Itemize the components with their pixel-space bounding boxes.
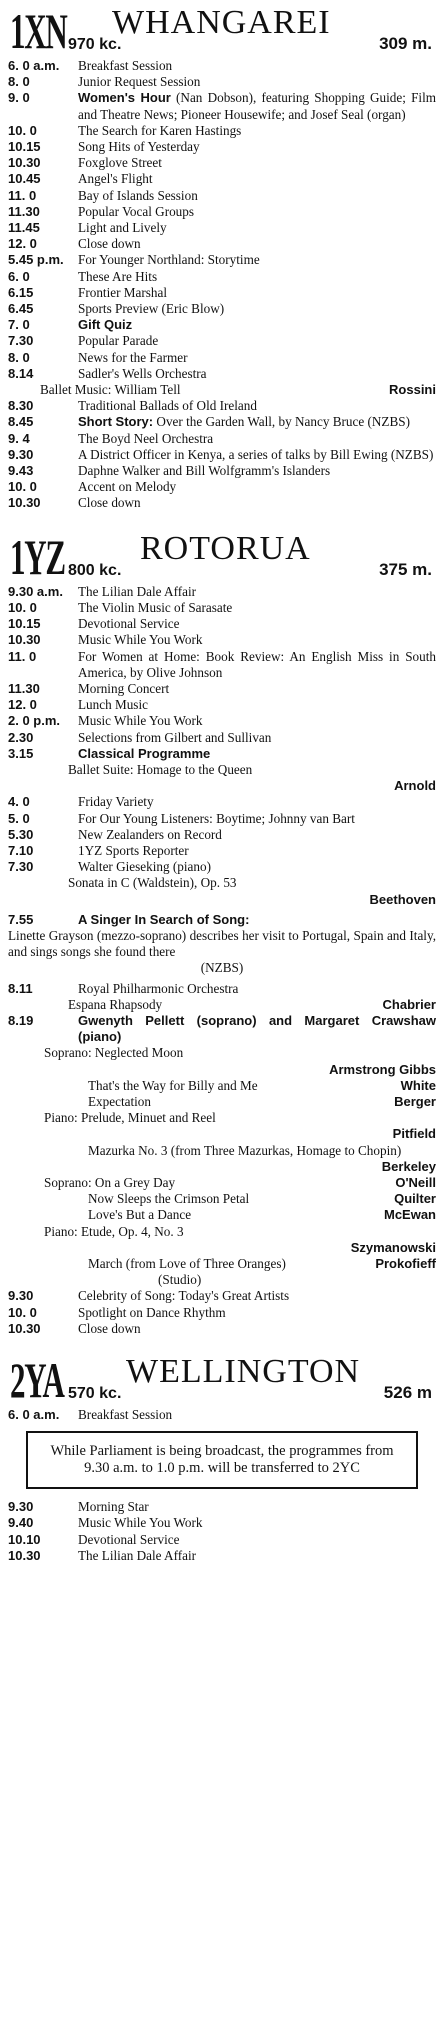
work-title: That's the Way for Billy and Me: [88, 1077, 258, 1093]
programme-title: Music While You Work: [78, 632, 203, 648]
work-title: Love's But a Dance: [88, 1207, 192, 1223]
programme-item: [8, 600, 436, 616]
time: 9.43: [8, 463, 34, 479]
work-title: March (from Love of Three Oranges): [88, 1256, 286, 1272]
programme-title: Close down: [78, 495, 141, 511]
programme-title: Friday Variety: [78, 794, 154, 810]
station-header: [8, 0, 436, 58]
programme-title: [78, 414, 436, 430]
time: 9.30: [8, 1288, 34, 1304]
recital-line: [8, 1272, 436, 1288]
programme-title: Selections from Gilbert and Sullivan: [78, 729, 272, 745]
time: 3.15: [8, 745, 34, 761]
programme-item: [8, 414, 436, 430]
programme-title: Sadler's Wells Orchestra: [78, 365, 207, 381]
programme-list: [8, 1499, 436, 1564]
recital-line: [8, 1207, 436, 1223]
programme-heading: Gwenyth Pellett (soprano) and Margaret Crawshaw (piano): [78, 1012, 436, 1045]
station-wavelength: 526 m: [383, 1383, 432, 1403]
programme-title: Devotional Service: [78, 616, 180, 632]
programme-title: For Women at Home: Book Review: An English Miss in South America, by Olive Johnson: [78, 648, 436, 680]
time: 10.30: [8, 632, 41, 648]
programme-item: [8, 431, 436, 447]
programme-title: New Zealanders on Record: [78, 826, 222, 842]
work-title: Ballet Suite: Homage to the Queen: [68, 761, 253, 777]
time: 5.45 p.m.: [8, 252, 64, 268]
programme-item: [8, 188, 436, 204]
programme-title: Morning Concert: [78, 680, 170, 696]
programme-list: [8, 58, 436, 382]
programme-item: [8, 269, 436, 285]
programme-title: Breakfast Session: [78, 1407, 173, 1423]
time: 10.30: [8, 1320, 41, 1336]
work-title: Soprano: Neglected Moon: [44, 1045, 184, 1061]
programme-item: [8, 90, 436, 122]
programme-title: Frontier Marshal: [78, 284, 167, 300]
composer: Chabrier: [382, 996, 436, 1012]
time: 7.30: [8, 859, 34, 875]
time: 8. 0: [8, 349, 30, 365]
programme-item: [8, 495, 436, 511]
credit: (NZBS): [200, 960, 244, 976]
recital-line: [8, 1078, 436, 1094]
programme-item: [8, 794, 436, 810]
time: 10.30: [8, 155, 41, 171]
recital-line: [8, 1094, 436, 1110]
programme-item: [8, 366, 436, 382]
time: 7. 0: [8, 317, 30, 333]
recital-line: [8, 1126, 436, 1142]
programme-heading: Women's Hour: [78, 90, 171, 106]
programme-detail: Over the Garden Wall, by Nancy Bruce (NZBS): [153, 414, 410, 430]
time: 8.45: [8, 414, 34, 430]
recital-line: [8, 1224, 436, 1240]
programme-title: Close down: [78, 1320, 141, 1336]
recital-line: [8, 1159, 436, 1175]
programme-item: [8, 1499, 436, 1515]
programme-heading: Gift Quiz: [78, 317, 133, 333]
programme-title: Angel's Flight: [78, 171, 153, 187]
station-2ya: [8, 1349, 436, 1564]
time: 12. 0: [8, 236, 37, 252]
composer: Rossini: [389, 382, 436, 398]
programme-item: [8, 713, 436, 729]
time: 7.10: [8, 842, 34, 858]
time: 9.30: [8, 446, 34, 462]
station-wavelength: 375 m.: [379, 559, 432, 579]
station-1xn: [8, 0, 436, 512]
programme-list: [8, 1288, 436, 1337]
programme-item: [8, 1548, 436, 1564]
programme-title: [78, 90, 436, 122]
programme-title: Royal Philharmonic Orchestra: [78, 980, 239, 996]
programme-item: [8, 730, 436, 746]
programme-item: [8, 333, 436, 349]
programme-title: Sports Preview (Eric Blow): [78, 301, 225, 317]
recital-line: [8, 1045, 436, 1061]
programme-list: [8, 398, 436, 511]
programme-title: Bay of Islands Session: [78, 187, 198, 203]
recital-line: [8, 1256, 436, 1272]
time: 9.30 a.m.: [8, 583, 63, 599]
programme-title: For Our Young Listeners: Boytime; Johnny van Bart: [78, 810, 355, 826]
work-title: Soprano: On a Grey Day: [44, 1175, 176, 1190]
programme-title: Music While You Work: [78, 713, 203, 729]
programme-title: Breakfast Session: [78, 58, 173, 73]
time: 8.14: [8, 365, 34, 381]
time: 5.30: [8, 826, 34, 842]
programme-item: [8, 479, 436, 495]
work-title: Ballet Music: William Tell: [40, 382, 181, 398]
programme-item: [8, 139, 436, 155]
time: 11.30: [8, 680, 40, 696]
time: 10.30: [8, 495, 41, 511]
recital-list: [8, 1045, 436, 1288]
programme-title: The Boyd Neel Orchestra: [78, 430, 214, 446]
time: 4. 0: [8, 794, 30, 810]
programme-item: [8, 697, 436, 713]
programme-item: [8, 74, 436, 90]
work-title: Sonata in C (Waldstein), Op. 53: [68, 875, 237, 891]
programme-item: [8, 843, 436, 859]
programme-item: [8, 1532, 436, 1548]
programme-item: [8, 301, 436, 317]
programme-title: Song Hits of Yesterday: [78, 139, 200, 155]
station-header: [8, 1349, 436, 1407]
programme-title: For Younger Northland: Storytime: [78, 252, 260, 268]
time: 7.30: [8, 333, 34, 349]
time: 7.55: [8, 911, 34, 927]
time: 9.40: [8, 1515, 34, 1531]
station-call-sign: 2YA: [10, 1352, 64, 1409]
programme-item: [8, 350, 436, 366]
composer: Armstrong Gibbs: [329, 1061, 436, 1077]
programme-title: Traditional Ballads of Old Ireland: [78, 398, 257, 414]
composer: Prokofieff: [375, 1256, 436, 1272]
time: 6. 0: [8, 268, 30, 284]
programme-item: [8, 746, 436, 762]
programme-title: The Lilian Dale Affair: [78, 1547, 197, 1563]
time: 10. 0: [8, 122, 37, 138]
programme-item: [8, 398, 436, 414]
notice-box: While Parliament is being broadcast, the programmes from 9.30 a.m. to 1.0 p.m. will be transferred to 2YC: [26, 1431, 418, 1489]
programme-title: 1YZ Sports Reporter: [78, 842, 189, 858]
work-title: Now Sleeps the Crimson Petal: [88, 1191, 250, 1207]
work-title: Mazurka No. 3 (from Three Mazurkas, Homage to Chopin): [88, 1142, 402, 1158]
programme-item: [8, 859, 436, 875]
recital-line: [8, 1175, 436, 1191]
programme-item: [8, 171, 436, 187]
station-name: ROTORUA: [140, 529, 311, 567]
programme-page: [8, 0, 436, 1564]
work-title: Espana Rhapsody: [68, 996, 163, 1012]
programme-title: Accent on Melody: [78, 479, 177, 495]
time: 8.11: [8, 980, 33, 996]
programme-item: [8, 811, 436, 827]
composer: Quilter: [394, 1191, 436, 1207]
programme-title: Junior Request Session: [78, 74, 201, 90]
time: 2. 0 p.m.: [8, 713, 61, 729]
work-title: [8, 1062, 88, 1077]
programme-title: The Lilian Dale Affair: [78, 583, 197, 599]
programme-item: [8, 681, 436, 697]
time: 6.15: [8, 284, 34, 300]
composer: Berger: [394, 1093, 436, 1109]
recital-line: [8, 1240, 436, 1256]
programme-item: [8, 981, 436, 997]
time: 10. 0: [8, 479, 37, 495]
time: 9. 4: [8, 430, 30, 446]
programme-title: Daphne Walker and Bill Wolfgramm's Islanders: [78, 463, 331, 479]
programme-item: [8, 632, 436, 648]
programme-item: [8, 285, 436, 301]
programme-item: [8, 220, 436, 236]
programme-item: [8, 1515, 436, 1531]
station-wavelength: 309 m.: [379, 34, 432, 53]
programme-title: The Violin Music of Sarasate: [78, 599, 233, 615]
programme-title: [78, 317, 436, 333]
programme-title: Popular Vocal Groups: [78, 203, 194, 219]
programme-item: [8, 1288, 436, 1304]
time: 9. 0: [8, 90, 30, 106]
station-name: WHANGAREI: [112, 4, 331, 41]
composer: Pitfield: [392, 1126, 436, 1142]
programme-item: [8, 236, 436, 252]
programme-title: Lunch Music: [78, 697, 148, 713]
station-frequency: 970 kc.: [68, 36, 122, 53]
station-frequency: 570 kc.: [68, 1385, 122, 1403]
programme-title: [78, 912, 436, 928]
recital-line: [8, 1143, 436, 1159]
programme-item: [8, 584, 436, 600]
programme-item: [8, 447, 436, 463]
composer: Beethoven: [369, 891, 436, 907]
time: 9.30: [8, 1499, 34, 1515]
programme-title: These Are Hits: [78, 268, 158, 284]
programme-heading: Short Story:: [78, 414, 154, 430]
time: 11. 0: [8, 187, 37, 203]
time: 10.15: [8, 616, 41, 632]
station-name: WELLINGTON: [126, 1353, 361, 1391]
programme-title: Close down: [78, 236, 141, 252]
programme-title: Music While You Work: [78, 1515, 203, 1531]
programme-item: [8, 58, 436, 74]
programme-item: [8, 912, 436, 928]
recital-line: [8, 1110, 436, 1126]
time: 11.45: [8, 220, 40, 236]
time: 6.45: [8, 301, 34, 317]
time: 12. 0: [8, 697, 37, 713]
time: 11.30: [8, 203, 40, 219]
programme-title: Spotlight on Dance Rhythm: [78, 1304, 226, 1320]
station-1yz: [8, 526, 436, 1337]
programme-item: [8, 463, 436, 479]
programme-item: [8, 1407, 436, 1423]
programme-item: [8, 123, 436, 139]
programme-subline: [8, 382, 436, 398]
programme-heading: Classical Programme: [78, 745, 211, 761]
time: 10. 0: [8, 599, 37, 615]
programme-item: [8, 155, 436, 171]
composer: Berkeley: [381, 1158, 436, 1174]
work-title: Piano: Etude, Op. 4, No. 3: [44, 1223, 184, 1239]
programme-title: [78, 1013, 436, 1045]
programme-title: Light and Lively: [78, 220, 167, 236]
station-header: [8, 526, 436, 584]
time: 2.30: [8, 729, 34, 745]
programme-subline: [8, 997, 436, 1013]
composer: O'Neill: [395, 1175, 436, 1190]
work-title: [8, 1126, 88, 1141]
programme-title: Celebrity of Song: Today's Great Artists: [78, 1288, 290, 1304]
programme-item: [8, 1321, 436, 1337]
programme-detail: (Nan Dobson), featuring Shopping Guide; Film and Theatre News; Pioneer Housewife; and Josef Seal (organ): [78, 90, 436, 122]
programme-item: [8, 616, 436, 632]
composer: McEwan: [383, 1207, 436, 1223]
time: 10.10: [8, 1531, 41, 1547]
recital-line: [8, 1191, 436, 1207]
programme-heading: A Singer In Search of Song:: [78, 911, 250, 927]
programme-title: [78, 746, 436, 762]
time: 8.30: [8, 398, 34, 414]
programme-title: News for the Farmer: [78, 349, 188, 365]
programme-title: Walter Gieseking (piano): [78, 859, 211, 875]
recital-line: [8, 1062, 436, 1078]
time: 11. 0: [8, 648, 37, 664]
composer: Arnold: [394, 778, 436, 794]
work-title: [8, 1159, 88, 1174]
programme-title: Devotional Service: [78, 1531, 180, 1547]
programme-title: Popular Parade: [78, 333, 159, 349]
time: 10.45: [8, 171, 41, 187]
time: 5. 0: [8, 810, 30, 826]
station-call-sign: 1XN: [10, 3, 67, 59]
time: 10. 0: [8, 1304, 37, 1320]
time: 10.15: [8, 139, 41, 155]
programme-title: Morning Star: [78, 1499, 149, 1515]
programme-item: [8, 204, 436, 220]
programme-item: [8, 649, 436, 681]
time: 8. 0: [8, 74, 30, 90]
time: 10.30: [8, 1547, 41, 1563]
programme-list: [8, 794, 436, 875]
time: 6. 0 a.m.: [8, 1407, 60, 1423]
time: 6. 0 a.m.: [8, 58, 60, 73]
programme-item: [8, 252, 436, 268]
work-title: Expectation: [88, 1093, 151, 1109]
programme-title: Foxglove Street: [78, 155, 162, 171]
programme-item: [8, 827, 436, 843]
programme-description: Linette Grayson (mezzo-soprano) describes her visit to Portugal, Spain and Italy, and sings songs she found there: [8, 927, 436, 960]
programme-title: A District Officer in Kenya, a series of talks by Bill Ewing (NZBS): [78, 446, 434, 462]
time: 8.19: [8, 1012, 34, 1028]
composer: White: [400, 1077, 436, 1093]
station-call-sign: 1YZ: [10, 528, 65, 585]
programme-item: [8, 317, 436, 333]
work-title: [8, 1240, 88, 1255]
programme-item: [8, 1305, 436, 1321]
programme-list: [8, 584, 436, 762]
programme-title: The Search for Karen Hastings: [78, 122, 242, 138]
composer: Szymanowski: [350, 1239, 436, 1255]
station-frequency: 800 kc.: [68, 561, 122, 579]
work-title: Piano: Prelude, Minuet and Reel: [44, 1110, 216, 1126]
programme-item: [8, 1013, 436, 1045]
work-title: (Studio): [158, 1272, 202, 1288]
